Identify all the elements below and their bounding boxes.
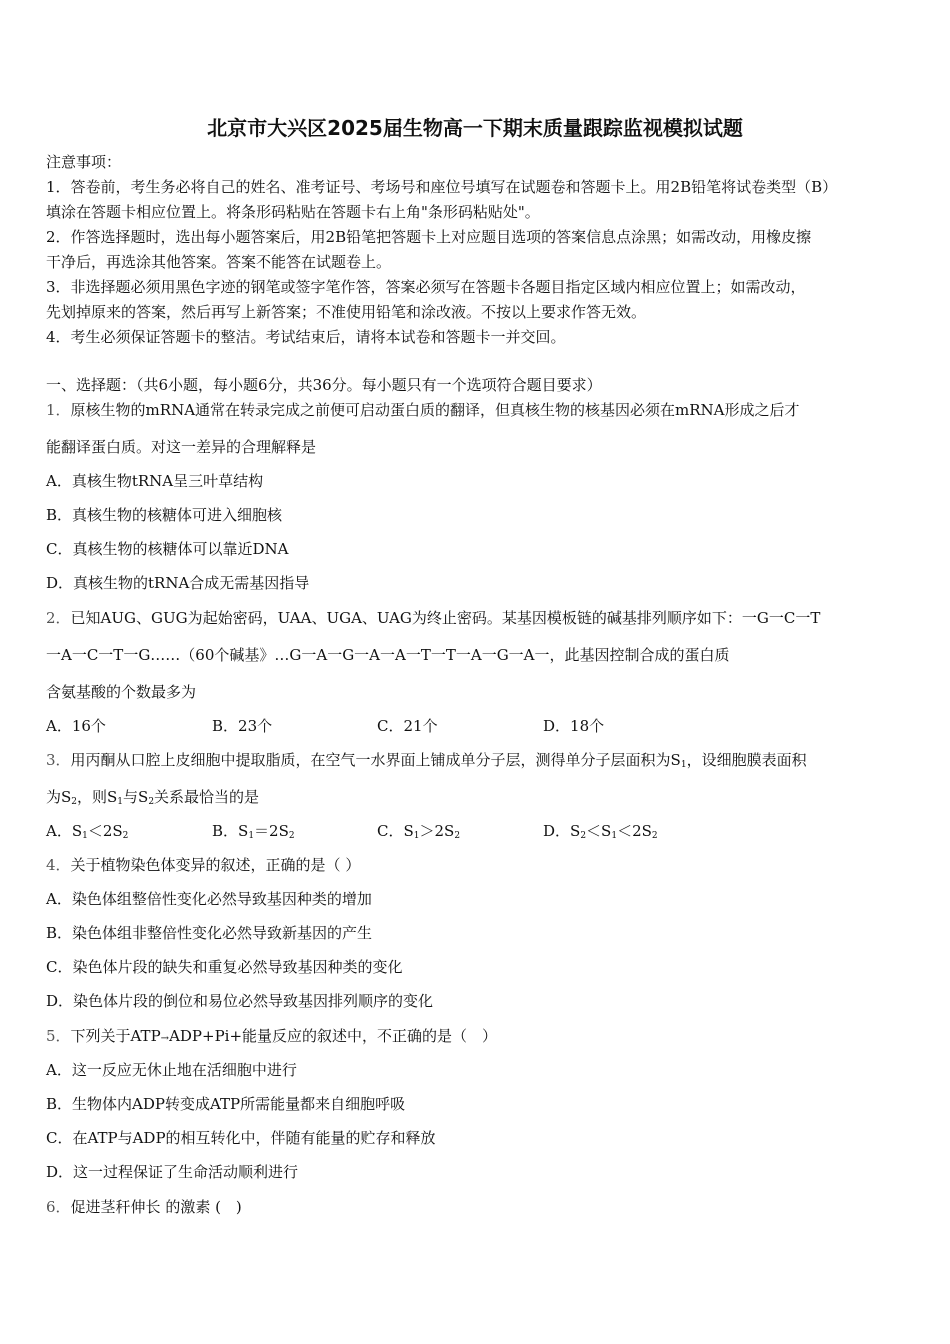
subscript: 1 [248,831,255,841]
page-title: 北京市大兴区2025届生物高一下期末质量跟踪监视模拟试题 [207,116,743,140]
section-heading: 一、选择题：（共6小题，每小题6分，共36分。每小题只有一个选项符合题目要求） [46,376,602,394]
question-2-option-c: C．21个 [377,717,438,735]
question-number: 4． [46,856,71,874]
notice-line: 3．非选择题必须用黑色字迹的钢笔或签字笔作答，答案必须写在答题卡各题目指定区域内相应位置上；如需改动， [46,278,806,296]
subscript: 2 [71,797,78,807]
question-3-option-d [543,820,658,847]
subscript: 2 [122,831,129,841]
question-3-option-a [46,820,128,847]
question-number: 2． [46,609,71,627]
notice-line: 填涂在答题卡相应位置上。将条形码粘贴在答题卡右上角"条形码粘贴处"。 [46,203,540,221]
subscript: 1 [117,797,124,807]
question-number: 1． [46,401,71,419]
notice-line: 2．作答选择题时，选出每小题答案后，用2B铅笔把答题卡上对应题目选项的答案信息点涂黑；如需改动，用橡皮擦 [46,228,812,246]
question-1-option-d: D．真核生物的tRNA合成无需基因指导 [46,574,310,592]
question-1-option-b: B．真核生物的核糖体可进入细胞核 [46,506,283,524]
question-2-option-d: D．18个 [543,717,605,735]
question-1-option-a: A．真核生物tRNA呈三叶草结构 [46,472,264,490]
question-text: 原核生物的mRNA通常在转录完成之前便可启动蛋白质的翻译，但真核生物的核基因必须在mRNA形成之后才 [70,401,800,419]
question-2-option-a: A．16个 [46,717,106,735]
question-4-option-d: D．染色体片段的倒位和易位必然导致基因排列顺序的变化 [46,992,434,1010]
subscript: 2 [580,831,587,841]
subscript: 1 [82,831,88,841]
option-text: D．S [543,822,581,840]
option-text: ＜S [586,822,612,840]
question-5-stem [46,1025,908,1050]
question-5-option-b: B．生物体内ADP转变成ATP所需能量都来自细胞呼吸 [46,1095,406,1113]
question-text: ，设细胞膜表面积 [686,751,807,769]
question-text: 已知AUG、GUG为起始密码，UAA、UGA、UAG为终止密码。某基因模板链的碱基排列顺序如下：一G一C一T [70,609,821,627]
question-text: 促进茎秆伸长 的激素 ( ) [70,1198,242,1216]
subscript: 1 [680,760,687,770]
option-text: A．S [46,822,83,840]
question-5-option-d: D．这一过程保证了生命活动顺利进行 [46,1163,299,1181]
notice-block [46,150,908,350]
question-number: 5． [46,1027,71,1045]
subscript: 1 [611,831,618,841]
question-text: 关系最恰当的是 [154,788,260,806]
question-1-stem [46,399,908,421]
option-text: C．S [377,822,414,840]
question-text: 用丙酮从口腔上皮细胞中提取脂质，在空气一水界面上铺成单分子层，测得单分子层面积为S [70,751,681,769]
question-1-stem-cont: 能翻译蛋白质。对这一差异的合理解释是 [46,438,317,456]
question-number: 6． [46,1198,71,1216]
question-3-option-c [377,820,460,847]
question-6-stem [46,1196,908,1218]
notice-line: 1．答卷前，考生务必将自己的姓名、准考证号、考场号和座位号填写在试题卷和答题卡上。用2B铅笔将试卷类型（B） [46,178,838,196]
option-text: B．S [212,822,249,840]
notice-line: 干净后，再选涂其他答案。答案不能答在试题卷上。 [46,253,392,271]
subscript: 2 [651,831,658,841]
option-text: ＜2S [87,822,123,840]
question-2-stem-cont: 含氨基酸的个数最多为 [46,683,197,701]
option-text: ＜2S [617,822,652,840]
question-2-stem-cont: 一A一C一T一G……（60个碱基》…G一A一G一A一A一T一T一A一G一A一，此基因控制合成的蛋白质 [46,646,730,664]
question-3-stem-cont [46,786,908,813]
notice-heading: 注意事项： [46,153,122,171]
subscript: 1 [413,831,420,841]
question-2-option-b: B．23个 [212,717,273,735]
question-text: ，则S [77,788,118,806]
question-4-stem [46,854,908,876]
arrow-icon: → [160,1033,170,1044]
option-text: ＝2S [254,822,289,840]
question-text: ADP+Pi+能量反应的叙述中，不正确的是（ ） [169,1027,498,1045]
option-text: ＞2S [419,822,455,840]
question-4-option-c: C．染色体片段的缺失和重复必然导致基因种类的变化 [46,958,403,976]
question-4-option-a: A．染色体组整倍性变化必然导致基因种类的增加 [46,890,372,908]
subscript: 2 [454,831,461,841]
subscript: 2 [288,831,295,841]
question-4-option-b: B．染色体组非整倍性变化必然导致新基因的产生 [46,924,373,942]
question-5-option-a: A．这一反应无休止地在活细胞中进行 [46,1061,297,1079]
question-1-option-c: C．真核生物的核糖体可以靠近DNA [46,540,289,558]
question-3-stem [46,749,908,776]
notice-line: 4．考生必须保证答题卡的整洁。考试结束后，请将本试卷和答题卡一并交回。 [46,328,566,346]
subscript: 2 [148,797,155,807]
question-text: 为S [46,788,72,806]
question-5-option-c: C．在ATP与ADP的相互转化中，伴随有能量的贮存和释放 [46,1129,436,1147]
question-text: 关于植物染色体变异的叙述，正确的是（ ） [70,856,361,874]
question-2-stem [46,607,908,629]
question-3-option-b [212,820,295,847]
question-text: 下列关于ATP [70,1027,161,1045]
notice-line: 先划掉原来的答案，然后再写上新答案；不准使用铅笔和涂改液。不按以上要求作答无效。 [46,303,647,321]
question-number: 3． [46,751,71,769]
question-text: 与S [123,788,149,806]
